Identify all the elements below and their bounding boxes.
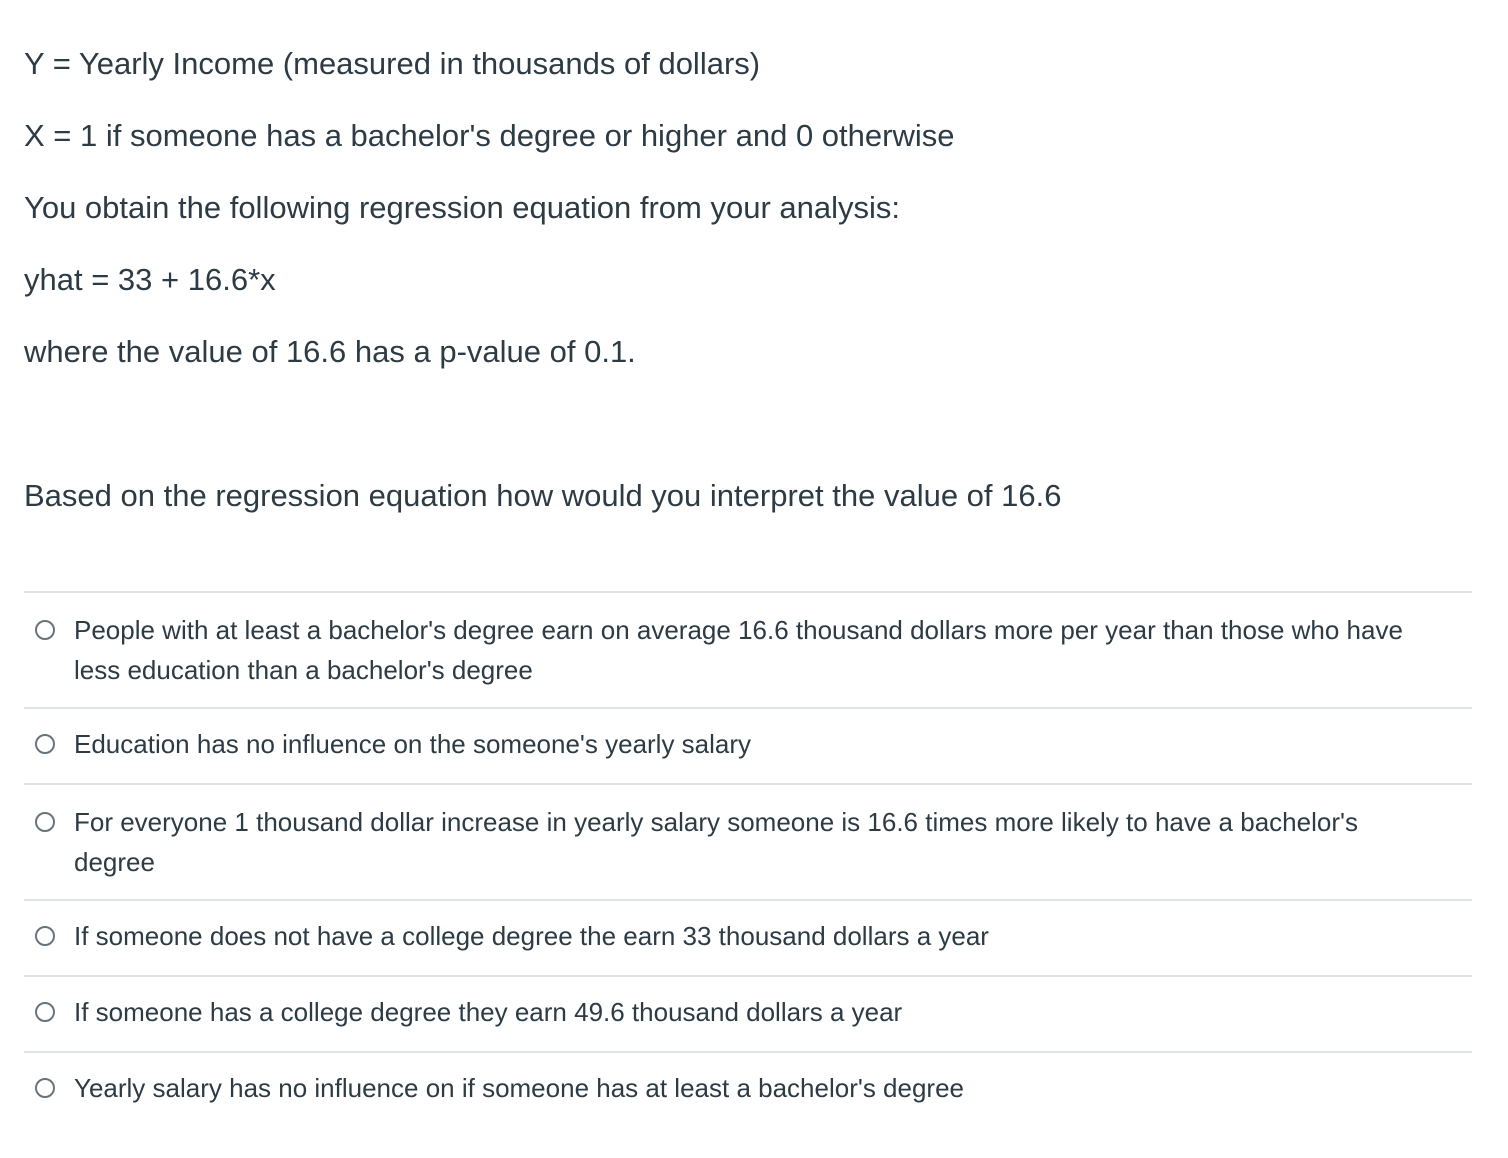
answer-option-1[interactable]	[24, 593, 1472, 709]
pvalue-note: where the value of 16.6 has a p-value of 0.1.	[24, 334, 636, 369]
question-prompt: Based on the regression equation how would you interpret the value of 16.6	[24, 478, 1062, 513]
question-intro: You obtain the following regression equation from your analysis:	[24, 190, 900, 225]
answer-label: If someone has a college degree they earn 49.6 thousand dollars a year	[74, 997, 903, 1027]
radio-button-icon[interactable]	[35, 620, 55, 640]
answer-option-6[interactable]	[24, 1053, 1472, 1129]
radio-button-icon[interactable]	[35, 1078, 55, 1098]
answer-option-5[interactable]	[24, 977, 1472, 1053]
regression-equation: yhat = 33 + 16.6*x	[24, 262, 276, 297]
answer-label: If someone does not have a college degree the earn 33 thousand dollars a year	[74, 921, 989, 951]
answer-list	[24, 591, 1472, 1129]
answer-option-3[interactable]	[24, 785, 1472, 901]
radio-button-icon[interactable]	[35, 812, 55, 832]
radio-button-icon[interactable]	[35, 734, 55, 754]
answer-label: Education has no influence on the someone's yearly salary	[74, 729, 752, 759]
answer-label: People with at least a bachelor's degree earn on average 16.6 thousand dollars more per year than those who have less education than a bachelor's degree	[74, 615, 1403, 685]
answer-label: For everyone 1 thousand dollar increase in yearly salary someone is 16.6 times more likely to have a bachelor's degree	[74, 807, 1358, 877]
definition-y: Y = Yearly Income (measured in thousands of dollars)	[24, 46, 761, 81]
answer-option-4[interactable]	[24, 901, 1472, 977]
answer-label: Yearly salary has no influence on if someone has at least a bachelor's degree	[74, 1073, 965, 1103]
radio-button-icon[interactable]	[35, 926, 55, 946]
radio-button-icon[interactable]	[35, 1002, 55, 1022]
definition-x: X = 1 if someone has a bachelor's degree or higher and 0 otherwise	[24, 118, 955, 153]
answer-option-2[interactable]	[24, 709, 1472, 785]
